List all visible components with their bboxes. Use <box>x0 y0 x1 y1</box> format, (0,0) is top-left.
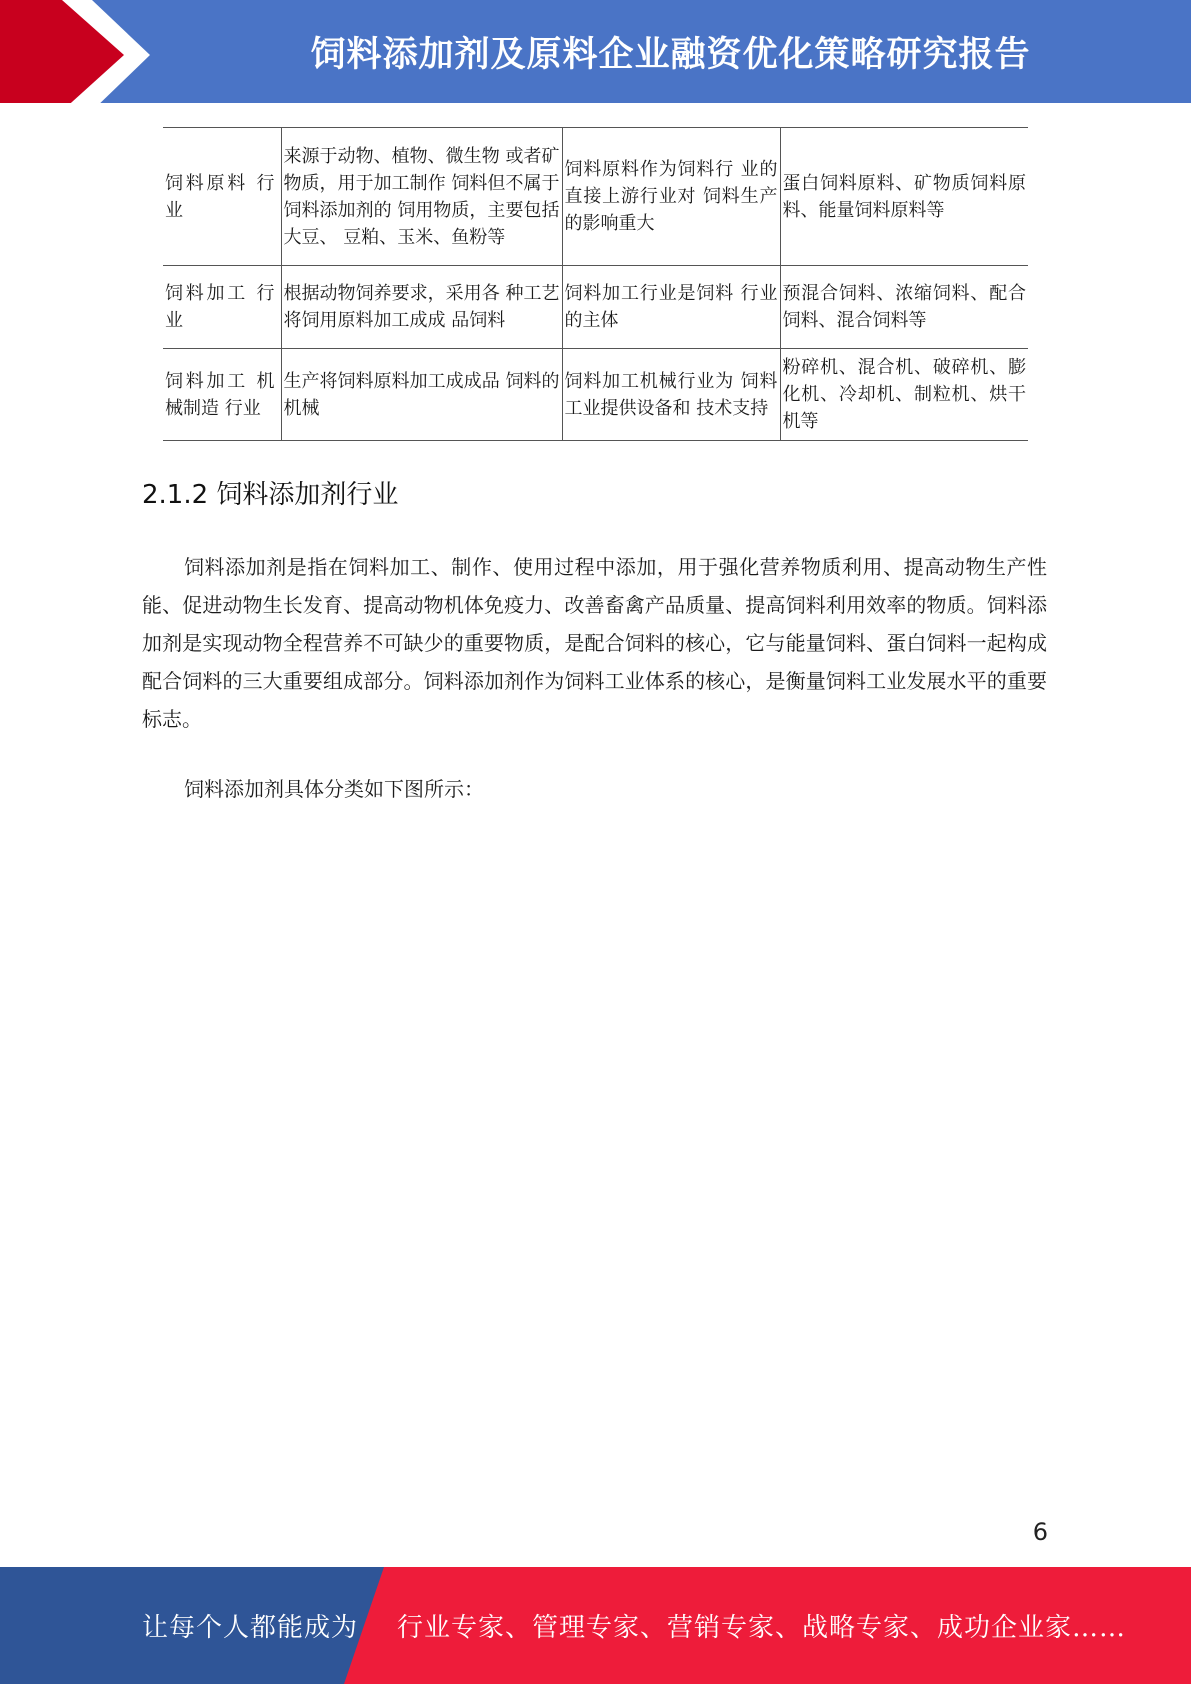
header-title: 饲料添加剂及原料企业融资优化策略研究报告 <box>310 34 1031 75</box>
table-cell: 蛋白饲料原料、矿物质饲料原料、能量饲料原料等 <box>780 128 1028 266</box>
table-cell: 预混合饲料、浓缩饲料、配合饲料、混合饲料等 <box>780 266 1028 349</box>
table-row <box>163 128 1028 266</box>
table-cell: 根据动物饲养要求，采用各 种工艺将饲用原料加工成成 品饲料 <box>281 266 562 349</box>
table-cell: 饲料加工 机械制造 行业 <box>163 349 281 441</box>
page-header <box>0 0 1191 111</box>
table-cell: 来源于动物、植物、微生物 或者矿物质，用于加工制作 饲料但不属于饲料添加剂的 饲用物质，主要包括大豆、 豆粕、玉米、鱼粉等 <box>281 128 562 266</box>
footer-slogan-right: 行业专家、管理专家、营销专家、战略专家、成功企业家…… <box>397 1613 1127 1643</box>
table-cell: 饲料原料 行业 <box>163 128 281 266</box>
table-cell: 生产将饲料原料加工成成品 饲料的机械 <box>281 349 562 441</box>
page-number: 6 <box>1032 1518 1048 1546</box>
page-footer <box>0 1567 1191 1684</box>
section-heading: 2.1.2 饲料添加剂行业 <box>142 480 399 510</box>
body-paragraph: 饲料添加剂是指在饲料加工、制作、使用过程中添加，用于强化营养物质利用、提高动物生产性能、促进动物生长发育、提高动物机体免疫力、改善畜禽产品质量、提高饲料利用效率的物质。饲料添加剂是实现动物全程营养不可缺少的重要物质，是配合饲料的核心，它与能量饲料、蛋白饲料一起构成配合饲料的三大重要组成部分。饲料添加剂作为饲料工业体系的核心，是衡量饲料工业发展水平的重要标志。 <box>142 555 1047 731</box>
table-cell: 饲料加工 行业 <box>163 266 281 349</box>
industry-table <box>163 127 1028 441</box>
table-cell: 饲料加工机械行业为 饲料工业提供设备和 技术支持 <box>562 349 780 441</box>
table-cell: 饲料加工行业是饲料 行业的主体 <box>562 266 780 349</box>
table-row <box>163 349 1028 441</box>
table-row <box>163 266 1028 349</box>
body-paragraph: 饲料添加剂具体分类如下图所示： <box>184 777 484 801</box>
footer-slogan-left: 让每个人都能成为 <box>142 1613 359 1643</box>
table-cell: 粉碎机、混合机、破碎机、膨化机、冷却机、制粒机、烘干机等 <box>780 349 1028 441</box>
table-cell: 饲料原料作为饲料行 业的直接上游行业对 饲料生产的影响重大 <box>562 128 780 266</box>
